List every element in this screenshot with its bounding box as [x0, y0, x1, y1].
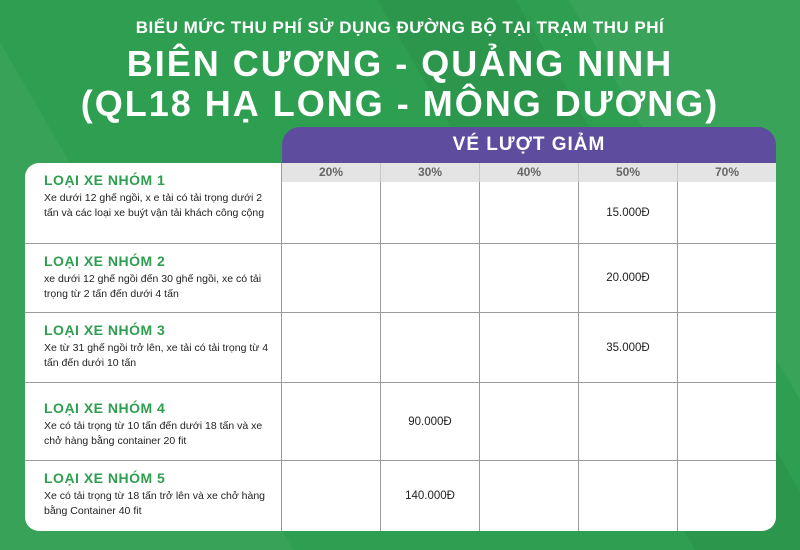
table-row: [25, 163, 776, 243]
vehicle-group-name: LOẠI XE NHÓM 1: [44, 172, 166, 188]
row-label: [25, 461, 282, 531]
table-row: [25, 243, 776, 312]
fee-cell: [479, 383, 578, 460]
vehicle-group-desc: xe dưới 12 ghế ngồi đến 30 ghế ngồi, xe có tải trọng từ 2 tấn đến dưới 4 tấn: [44, 273, 262, 300]
percent-header: 20%: [318, 165, 344, 179]
row-label: [25, 313, 282, 382]
fee-cell: [380, 244, 479, 312]
fee-cell: [677, 182, 776, 243]
fee-cell: 15.000Đ: [578, 182, 677, 243]
vehicle-group-desc: Xe từ 31 ghế ngồi trở lên, xe tải có tải trọng từ 4 tấn đến dưới 10 tấn: [44, 342, 269, 369]
row-label: [25, 163, 282, 243]
percent-header: 50%: [578, 163, 677, 182]
row-label: [25, 383, 282, 460]
fee-cell: 90.000Đ: [380, 383, 479, 460]
percent-header: 30%: [380, 163, 479, 182]
fee-cell: [380, 313, 479, 382]
vehicle-group-name: LOẠI XE NHÓM 5: [44, 470, 166, 486]
discount-band-header: [282, 127, 776, 163]
table-row: [25, 312, 776, 382]
vehicle-group-name: LOẠI XE NHÓM 3: [44, 322, 166, 338]
row-cells: [282, 244, 776, 312]
fee-cell: [282, 244, 380, 312]
band-label: VÉ LƯỢT GIẢM: [452, 134, 606, 155]
fee-cell: [282, 461, 380, 531]
fee-cell: [677, 244, 776, 312]
percent-header: 40%: [479, 163, 578, 182]
page-subtitle: (QL18 HẠ LONG - MÔNG DƯƠNG): [80, 83, 720, 124]
row-cells: [282, 313, 776, 382]
row-cells: [282, 383, 776, 460]
fee-cell: 35.000Đ: [578, 313, 677, 382]
fee-table: [25, 163, 776, 531]
fee-cell: 140.000Đ: [380, 461, 479, 531]
fee-cell: [479, 182, 578, 243]
fee-cell: [282, 313, 380, 382]
fee-cell: [479, 461, 578, 531]
vehicle-group-desc: Xe có tải trọng từ 10 tấn đến dưới 18 tấn và xe chở hàng bằng container 20 fit: [44, 420, 263, 447]
fee-cell: [282, 182, 380, 243]
fee-cell: 20.000Đ: [578, 244, 677, 312]
fee-cell: [677, 313, 776, 382]
vehicle-group-name: LOẠI XE NHÓM 4: [44, 400, 166, 416]
table-row: [25, 382, 776, 460]
fee-cell: [380, 182, 479, 243]
row-label: [25, 244, 282, 312]
vehicle-group-name: LOẠI XE NHÓM 2: [44, 253, 166, 269]
fee-cell: [677, 461, 776, 531]
row-cells: [282, 461, 776, 531]
supertitle: BIỂU MỨC THU PHÍ SỬ DỤNG ĐƯỜNG BỘ TẠI TRẠM THU PHÍ: [135, 18, 665, 37]
fee-cell: [282, 383, 380, 460]
vehicle-group-desc: Xe có tải trọng từ 18 tấn trở lên và xe chở hàng bằng Container 40 fit: [44, 490, 266, 517]
fee-cell: [578, 383, 677, 460]
table-row: [25, 460, 776, 531]
fee-cell: [677, 383, 776, 460]
row-cells: [282, 163, 776, 243]
vehicle-group-desc: Xe dưới 12 ghế ngồi, x e tải có tải trọng dưới 2 tấn và các loại xe buýt vận tải khách công cộng: [44, 192, 265, 219]
fee-cell: [479, 244, 578, 312]
header: [0, 18, 800, 124]
fee-cell: [578, 461, 677, 531]
page-title: BIÊN CƯƠNG - QUẢNG NINH: [126, 43, 674, 84]
percent-header: 70%: [677, 163, 776, 182]
fee-cell: [479, 313, 578, 382]
